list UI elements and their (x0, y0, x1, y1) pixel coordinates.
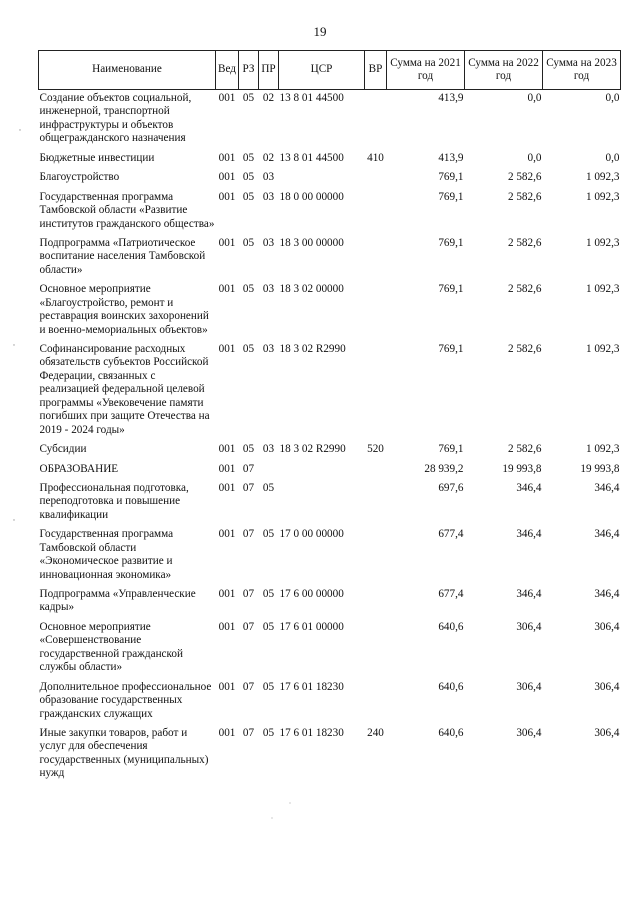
row-vr: 520 (367, 443, 384, 456)
row-csr: 18 3 02 R2990 (279, 343, 346, 355)
row-sum-2023: 1 092,3 (585, 343, 620, 355)
row-name: Профессиональная подготовка, переподготовка и повышение квалификации (39, 481, 189, 521)
row-pr: 05 (262, 680, 275, 693)
row-vr (365, 619, 387, 679)
row-vr (365, 461, 387, 480)
header-ved: Вед (216, 51, 239, 90)
table-row (39, 169, 621, 188)
row-csr: 13 8 01 44500 (279, 151, 344, 164)
row-rz: 05 (242, 343, 255, 355)
row-ved: 001 (218, 190, 236, 203)
row-sum-2023: 1 092,3 (585, 443, 620, 456)
row-rz: 07 (242, 588, 255, 600)
row-name: Государственная программа Тамбовской области «Экономическое развитие и инновационная экономика» (39, 528, 174, 581)
row-sum-2022: 2 582,6 (507, 343, 542, 355)
row-vr: 240 (367, 726, 384, 739)
table-row (39, 281, 621, 341)
table-row (39, 725, 621, 785)
header-sum-2021: Сумма на 2021 год (387, 51, 465, 90)
row-name: Государственная программа Тамбовской области «Развитие институтов гражданского общества» (39, 190, 215, 230)
row-csr: 17 6 01 18230 (279, 726, 344, 739)
row-sum-2023: 0,0 (605, 151, 620, 164)
table-row (39, 619, 621, 679)
row-sum-2023: 19 993,8 (580, 462, 620, 475)
row-ved: 001 (218, 481, 236, 494)
row-sum-2021: 769,1 (438, 443, 464, 456)
table-row (39, 586, 621, 619)
row-sum-2021: 769,1 (438, 190, 464, 203)
row-sum-2021: 697,6 (438, 481, 464, 494)
row-csr: 18 0 00 00000 (279, 190, 344, 203)
row-ved: 001 (218, 620, 236, 633)
row-sum-2021: 769,1 (438, 236, 464, 249)
table-row (39, 679, 621, 725)
row-sum-2023: 306,4 (594, 680, 620, 693)
budget-table (38, 50, 621, 785)
row-sum-2023: 346,4 (594, 588, 620, 600)
row-vr (365, 189, 387, 235)
row-sum-2021: 677,4 (438, 588, 464, 600)
row-sum-2022: 306,4 (516, 680, 542, 693)
row-ved: 001 (218, 283, 236, 296)
row-rz: 05 (242, 283, 255, 296)
table-row (39, 480, 621, 526)
row-sum-2022: 2 582,6 (507, 190, 542, 203)
row-sum-2021: 677,4 (438, 528, 464, 541)
row-ved: 001 (218, 236, 236, 249)
row-rz: 05 (242, 190, 255, 203)
row-name: Подпрограмма «Патриотическое воспитание населения Тамбовской области» (39, 236, 206, 276)
row-pr: 02 (262, 92, 275, 104)
row-pr (259, 461, 279, 480)
row-rz: 05 (242, 92, 255, 104)
row-name: Подпрограмма «Управленческие кадры» (39, 588, 196, 614)
row-csr (279, 480, 365, 526)
row-ved: 001 (218, 726, 236, 739)
row-csr: 17 0 00 00000 (279, 528, 344, 541)
table-row (39, 235, 621, 281)
scan-speck (271, 817, 272, 818)
row-csr (279, 461, 365, 480)
scan-speck (289, 802, 290, 803)
row-vr (365, 679, 387, 725)
row-name: Дополнительное профессиональное образование государственных гражданских служащих (39, 680, 212, 720)
row-sum-2023: 1 092,3 (585, 283, 620, 296)
row-pr: 03 (262, 443, 275, 456)
row-ved: 001 (218, 171, 236, 184)
row-csr: 18 3 02 R2990 (279, 443, 346, 456)
row-csr: 18 3 00 00000 (279, 236, 344, 249)
row-pr: 05 (262, 726, 275, 739)
row-vr: 410 (367, 151, 384, 164)
row-vr (365, 90, 387, 150)
row-pr: 05 (262, 481, 275, 494)
row-sum-2022: 0,0 (527, 151, 542, 164)
row-vr (365, 281, 387, 341)
table-row (39, 441, 621, 460)
row-name: Основное мероприятие «Совершенствование государственной гражданской службы области» (39, 620, 183, 674)
row-pr: 03 (262, 171, 275, 184)
table-row (39, 461, 621, 480)
scan-speck (13, 519, 14, 520)
row-pr: 03 (262, 190, 275, 203)
row-name: Софинансирование расходных обязательств субъектов Российской Федерации, связанных с реализацией федеральной целевой программы «Увековечение памяти погибших при защите Отечества на 2019 - 2024 годы» (39, 343, 210, 436)
row-sum-2023: 346,4 (594, 528, 620, 541)
row-rz: 07 (242, 620, 255, 633)
row-sum-2021: 28 939,2 (424, 462, 464, 475)
row-ved: 001 (218, 151, 236, 164)
row-rz: 07 (242, 680, 255, 693)
row-csr: 17 6 01 18230 (279, 680, 344, 693)
row-sum-2023: 346,4 (594, 481, 620, 494)
row-sum-2022: 346,4 (516, 528, 542, 541)
row-rz: 07 (242, 481, 255, 494)
row-sum-2022: 19 993,8 (502, 462, 542, 475)
table-row (39, 526, 621, 586)
scan-speck (19, 129, 20, 130)
row-pr: 05 (262, 620, 275, 633)
row-csr: 18 3 02 00000 (279, 283, 344, 296)
row-vr (365, 341, 387, 441)
row-rz: 05 (242, 236, 255, 249)
row-rz: 05 (242, 151, 255, 164)
table-header-row (39, 51, 621, 90)
row-sum-2022: 2 582,6 (507, 283, 542, 296)
row-sum-2022: 346,4 (516, 588, 542, 600)
row-ved: 001 (218, 528, 236, 541)
row-rz: 07 (242, 462, 255, 475)
row-sum-2021: 413,9 (438, 92, 464, 104)
row-pr: 05 (262, 528, 275, 541)
row-vr (365, 169, 387, 188)
row-sum-2023: 1 092,3 (585, 171, 620, 184)
row-ved: 001 (218, 343, 236, 355)
header-csr: ЦСР (279, 51, 365, 90)
row-vr (365, 526, 387, 586)
row-sum-2022: 2 582,6 (507, 171, 542, 184)
row-name: Благоустройство (39, 171, 120, 184)
header-sum-2023: Сумма на 2023 год (543, 51, 621, 90)
header-rz: РЗ (239, 51, 259, 90)
row-ved: 001 (218, 462, 236, 475)
page-number: 19 (313, 24, 327, 39)
scan-speck (13, 344, 14, 345)
row-sum-2021: 769,1 (438, 171, 464, 184)
row-sum-2021: 769,1 (438, 343, 464, 355)
row-rz: 05 (242, 443, 255, 456)
row-sum-2021: 769,1 (438, 283, 464, 296)
row-csr: 17 6 01 00000 (279, 620, 344, 633)
table-row (39, 90, 621, 150)
row-rz: 07 (242, 726, 255, 739)
row-name: ОБРАЗОВАНИЕ (39, 462, 119, 475)
row-sum-2022: 346,4 (516, 481, 542, 494)
row-pr: 02 (262, 151, 275, 164)
row-name: Субсидии (39, 443, 87, 456)
row-sum-2023: 306,4 (594, 620, 620, 633)
row-csr: 13 8 01 44500 (279, 92, 344, 104)
row-sum-2023: 306,4 (594, 726, 620, 739)
table-row (39, 150, 621, 169)
row-sum-2022: 2 582,6 (507, 236, 542, 249)
row-ved: 001 (218, 680, 236, 693)
row-rz: 05 (242, 171, 255, 184)
table-row (39, 341, 621, 441)
row-sum-2021: 640,6 (438, 680, 464, 693)
row-rz: 07 (242, 528, 255, 541)
row-sum-2022: 306,4 (516, 726, 542, 739)
row-ved: 001 (218, 443, 236, 456)
header-sum-2022: Сумма на 2022 год (465, 51, 543, 90)
row-pr: 03 (262, 236, 275, 249)
row-vr (365, 586, 387, 619)
row-sum-2023: 1 092,3 (585, 190, 620, 203)
row-ved: 001 (218, 588, 236, 600)
row-csr (279, 169, 365, 188)
header-name: Наименование (39, 51, 216, 90)
row-sum-2021: 413,9 (438, 151, 464, 164)
row-name: Бюджетные инвестиции (39, 151, 155, 164)
row-pr: 03 (262, 343, 275, 355)
row-sum-2022: 306,4 (516, 620, 542, 633)
header-vr: ВР (365, 51, 387, 90)
row-sum-2023: 1 092,3 (585, 236, 620, 249)
row-sum-2021: 640,6 (438, 620, 464, 633)
row-csr: 17 6 00 00000 (279, 588, 344, 600)
row-name: Создание объектов социальной, инженерной, транспортной инфраструктуры и объектов общегражданского назначения (39, 92, 192, 145)
row-pr: 05 (262, 588, 275, 600)
row-sum-2022: 0,0 (527, 92, 542, 104)
row-sum-2022: 2 582,6 (507, 443, 542, 456)
table-row (39, 189, 621, 235)
row-name: Основное мероприятие «Благоустройство, ремонт и реставрация воинских захоронений и военно-мемориальных объектов» (39, 283, 209, 336)
header-pr: ПР (259, 51, 279, 90)
row-sum-2021: 640,6 (438, 726, 464, 739)
row-vr (365, 480, 387, 526)
row-ved: 001 (218, 92, 236, 104)
row-sum-2023: 0,0 (605, 92, 620, 104)
row-pr: 03 (262, 283, 275, 296)
row-vr (365, 235, 387, 281)
row-name: Иные закупки товаров, работ и услуг для обеспечения государственных (муниципальных) нужд (39, 726, 209, 780)
